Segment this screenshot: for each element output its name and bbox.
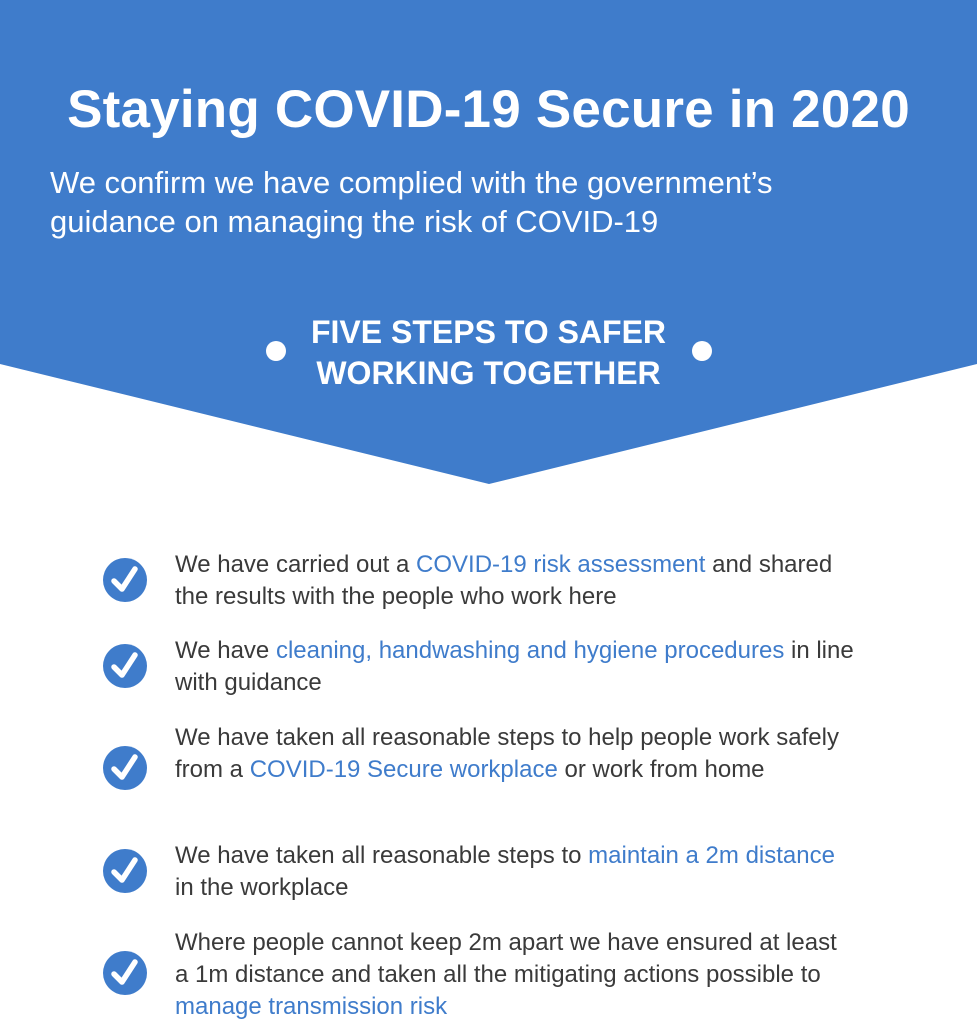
risk-assessment-link[interactable]: COVID-19 risk assessment [416,551,706,578]
item-text-before: We have taken all reasonable steps to help people work safely from a [175,724,839,783]
check-circle-icon [103,951,147,995]
item-text-after: or work from home [557,756,765,783]
checklist-item-text [175,549,855,613]
item-text-after: and shared the results with the people who work here [175,551,833,610]
check-circle-icon [103,558,147,602]
steps-heading-line-2: WORKING TOGETHER [316,355,661,391]
transmission-risk-link[interactable]: manage transmission risk [175,993,448,1020]
check-circle-icon [103,849,147,893]
check-circle-icon [103,746,147,790]
subtitle-line-1: We confirm we have complied with the government’s [50,165,773,200]
check-circle-icon [103,644,147,688]
checklist-item-text [175,927,855,1023]
checklist-item-text [175,635,855,699]
item-text-after: in the workplace [175,874,349,901]
secure-workplace-link[interactable]: COVID-19 Secure workplace [249,756,558,783]
checklist-item-text [175,722,855,786]
two-metre-distance-link[interactable]: maintain a 2m distance [588,842,835,869]
item-text-after: in line with guidance [175,637,854,696]
item-text-before: Where people cannot keep 2m apart we have ensured at least a 1m distance and taken all the mitigating actions possible to [175,929,837,988]
subtitle-line-2: guidance on managing the risk of COVID-19 [50,204,659,239]
steps-heading-line-1: FIVE STEPS TO SAFER [310,314,667,350]
item-text-before: We have carried out a [175,551,417,578]
page-title: Staying COVID-19 Secure in 2020 [67,80,910,139]
item-text-before: We have [175,637,276,664]
hygiene-procedures-link[interactable]: cleaning, handwashing and hygiene procedures [275,637,785,664]
checklist-item-text [175,840,855,904]
item-text-before: We have taken all reasonable steps to [175,842,589,869]
